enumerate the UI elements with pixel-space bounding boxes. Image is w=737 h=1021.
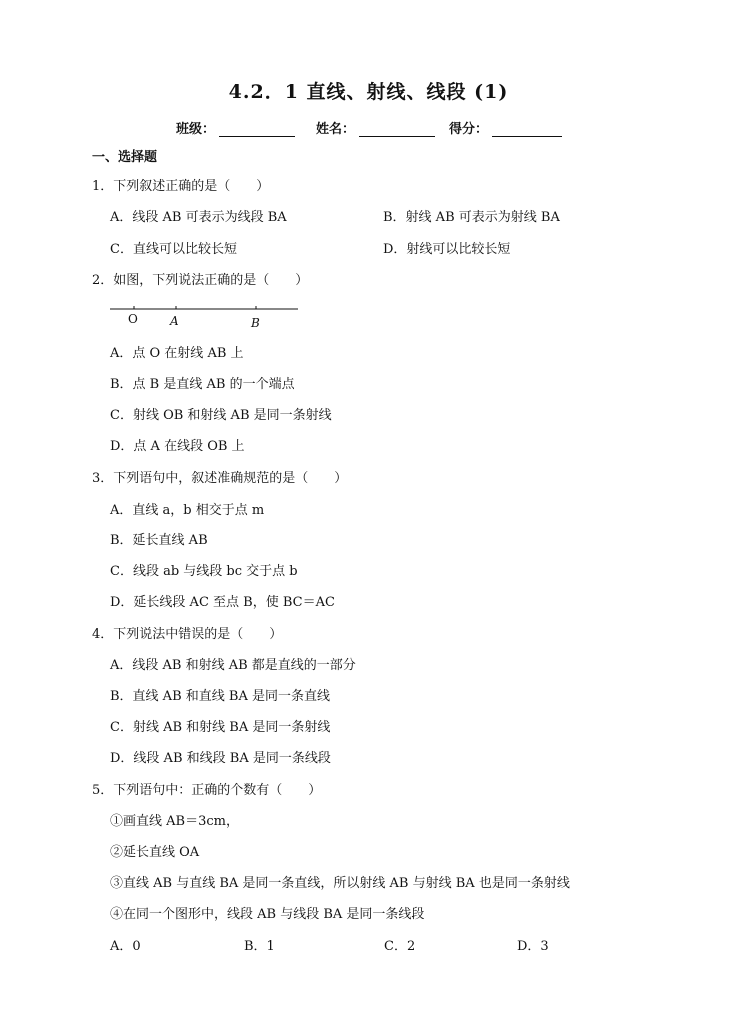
question-1-option-d: D．射线可以比较长短 bbox=[383, 242, 511, 257]
question-5-statement-4: ④在同一个图形中，线段 AB 与线段 BA 是同一条线段 bbox=[110, 907, 425, 922]
question-4-stem: 4．下列说法中错误的是（ ） bbox=[92, 627, 283, 642]
name-field bbox=[316, 118, 435, 137]
line-diagram bbox=[108, 300, 308, 332]
name-label: 姓名： bbox=[316, 122, 356, 137]
class-blank bbox=[219, 123, 295, 137]
question-5-option-a: A．0 bbox=[110, 939, 141, 954]
question-3-option-c: C．线段 ab 与线段 bc 交于点 b bbox=[110, 564, 298, 579]
line-diagram-svg bbox=[108, 300, 308, 332]
question-4-option-a: A．线段 AB 和射线 AB 都是直线的一部分 bbox=[110, 658, 356, 673]
score-blank bbox=[492, 123, 562, 137]
question-1-stem: 1．下列叙述正确的是（ ） bbox=[92, 179, 270, 194]
question-5-statement-3: ③直线 AB 与直线 BA 是同一条直线，所以射线 AB 与射线 BA 也是同一条射线 bbox=[110, 876, 570, 891]
question-5-option-d: D．3 bbox=[517, 939, 549, 954]
question-1-option-b: B．射线 AB 可表示为射线 BA bbox=[383, 210, 560, 225]
question-2-stem: 2．如图，下列说法正确的是（ ） bbox=[92, 273, 309, 288]
question-5-statement-2: ②延长直线 OA bbox=[110, 845, 200, 860]
question-4-option-b: B．直线 AB 和直线 BA 是同一条直线 bbox=[110, 689, 330, 704]
question-3-option-a: A．直线 a，b 相交于点 m bbox=[110, 503, 265, 518]
class-label: 班级： bbox=[176, 122, 216, 137]
question-3-stem: 3．下列语句中，叙述准确规范的是（ ） bbox=[92, 471, 348, 486]
question-4-option-d: D．线段 AB 和线段 BA 是同一条线段 bbox=[110, 751, 331, 766]
section-heading: 一、选择题 bbox=[92, 150, 158, 165]
label-b: B bbox=[251, 316, 260, 330]
label-o: O bbox=[128, 312, 138, 326]
label-a: A bbox=[170, 314, 179, 328]
question-5-stem: 5．下列语句中：正确的个数有（ ） bbox=[92, 783, 322, 798]
question-3-option-b: B．延长直线 AB bbox=[110, 533, 208, 548]
question-3-option-d: D．延长线段 AC 至点 B，使 BC＝AC bbox=[110, 595, 335, 610]
page-title: 4.2．1 直线、射线、线段 (1) bbox=[228, 81, 509, 103]
question-5-option-b: B．1 bbox=[244, 939, 275, 954]
class-field bbox=[176, 118, 295, 137]
question-5-option-c: C．2 bbox=[384, 939, 416, 954]
score-label: 得分： bbox=[449, 122, 489, 137]
question-2-option-d: D．点 A 在线段 OB 上 bbox=[110, 439, 245, 454]
score-field bbox=[449, 118, 562, 137]
question-5-statement-1: ①画直线 AB＝3cm， bbox=[110, 814, 239, 829]
question-4-option-c: C．射线 AB 和射线 BA 是同一条射线 bbox=[110, 720, 331, 735]
question-2-option-b: B．点 B 是直线 AB 的一个端点 bbox=[110, 377, 295, 392]
question-2-option-c: C．射线 OB 和射线 AB 是同一条射线 bbox=[110, 408, 332, 423]
question-1-option-a: A．线段 AB 可表示为线段 BA bbox=[110, 210, 287, 225]
question-2-option-a: A．点 O 在射线 AB 上 bbox=[110, 346, 244, 361]
name-blank bbox=[359, 123, 435, 137]
question-1-option-c: C．直线可以比较长短 bbox=[110, 242, 237, 257]
